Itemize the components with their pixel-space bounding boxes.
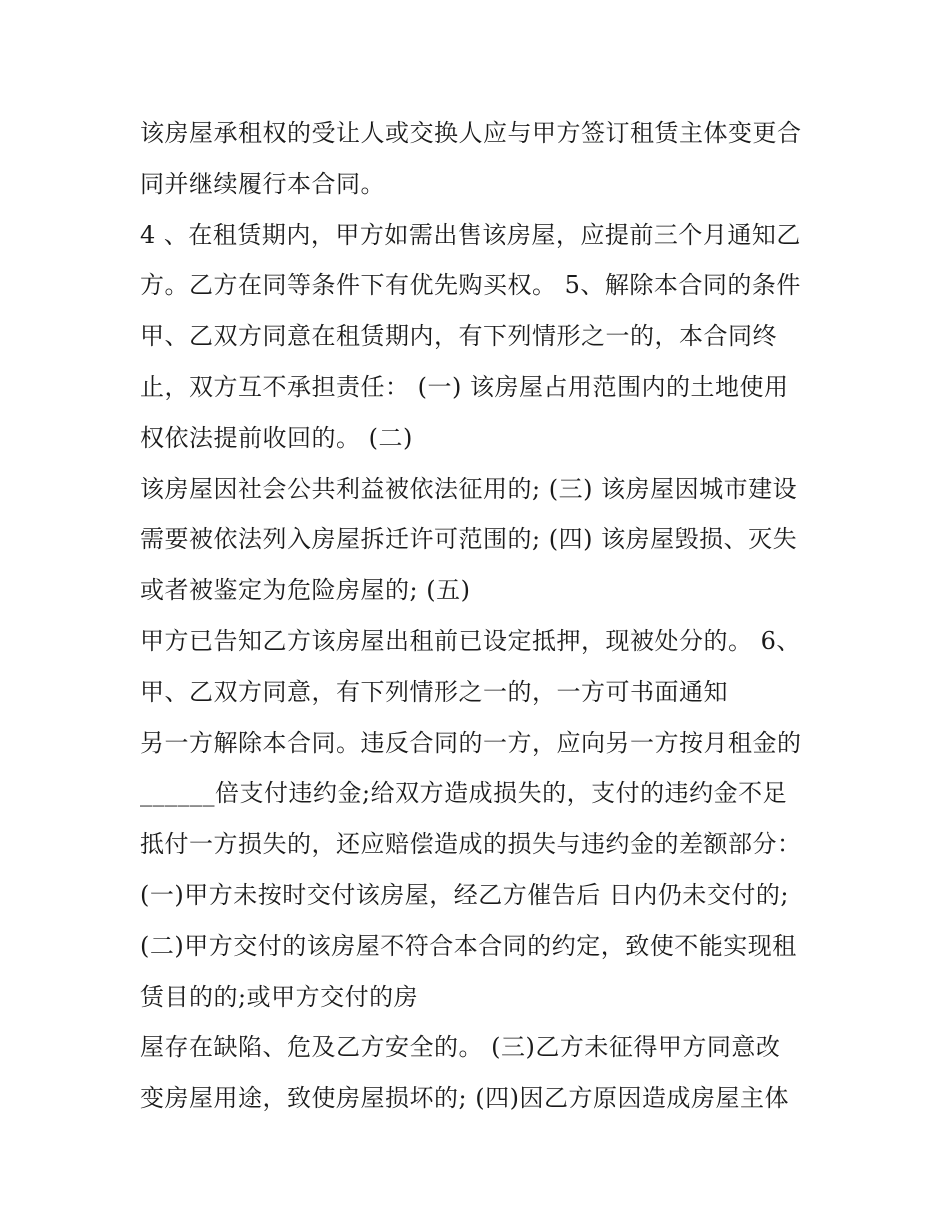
text-line: 该房屋承租权的受让人或交换人应与甲方签订租赁主体变更合	[140, 119, 802, 147]
text-line: 或者被鉴定为危险房屋的; (五)	[140, 576, 471, 605]
text-line: 变房屋用途，致使房屋损坏的; (四)因乙方原因造成房屋主体	[140, 1084, 789, 1113]
text-line: 另一方解除本合同。违反合同的一方，应向另一方按月租金的	[140, 728, 802, 757]
text-line: (二)甲方交付的该房屋不符合本合同的约定，致使不能实现租	[140, 931, 797, 960]
text-line: (一)甲方未按时交付该房屋，经乙方催告后 日内仍未交付的;	[140, 880, 789, 909]
text-line: 止，双方互不承担责任： (一) 该房屋占用范围内的土地使用	[140, 372, 789, 401]
text-line: 需要被依法列入房屋拆迁许可范围的; (四) 该房屋毁损、灭失	[140, 525, 798, 554]
text-line: 赁目的的;或甲方交付的房	[140, 982, 419, 1011]
text-line: 甲、乙双方同意在租赁期内，有下列情形之一的，本合同终	[140, 322, 777, 351]
text-line: 同并继续履行本合同。	[140, 169, 385, 198]
text-line: 甲、乙双方同意，有下列情形之一的，一方可书面通知	[140, 677, 728, 706]
text-line: ______倍支付违约金;给双方造成损失的，支付的违约金不足	[140, 779, 788, 808]
text-line: 抵付一方损失的，还应赔偿造成的损失与违约金的差额部分：	[140, 830, 802, 859]
text-line: 屋存在缺陷、危及乙方安全的。 (三)乙方未征得甲方同意改	[140, 1033, 781, 1062]
text-line: 4 、在租赁期内，甲方如需出售该房屋，应提前三个月通知乙	[140, 220, 801, 249]
contract-text	[140, 108, 830, 1124]
text-line: 权依法提前收回的。 (二)	[140, 423, 413, 452]
text-line: 甲方已告知乙方该房屋出租前已设定抵押，现被处分的。 6、	[140, 626, 801, 655]
text-line: 方。乙方在同等条件下有优先购买权。 5、解除本合同的条件	[140, 271, 801, 300]
text-line: 该房屋因社会公共利益被依法征用的; (三) 该房屋因城市建设	[140, 474, 798, 503]
